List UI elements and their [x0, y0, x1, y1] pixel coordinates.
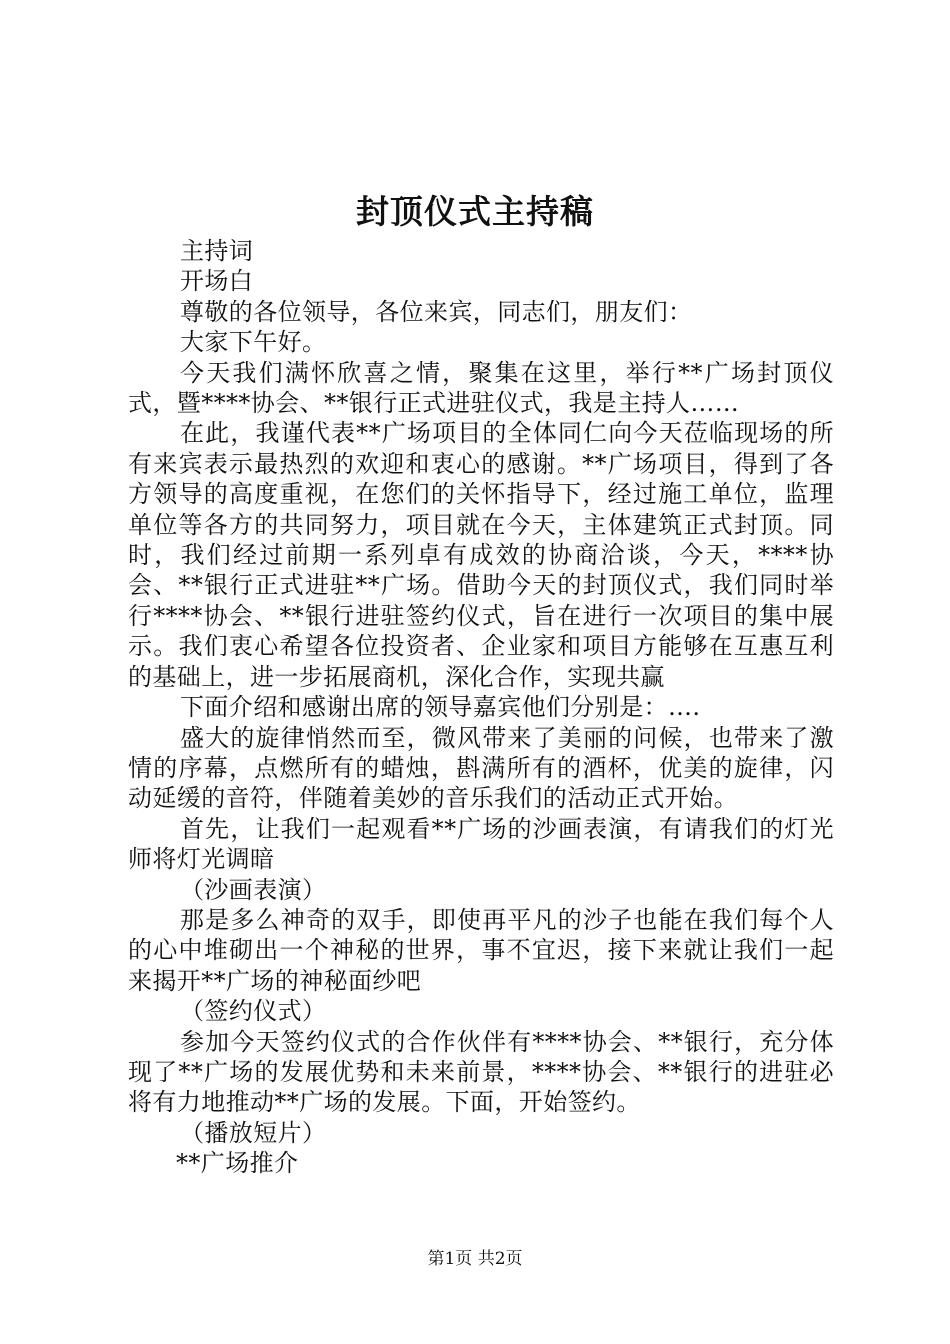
- paragraph: 那是多么神奇的双手，即使再平凡的沙子也能在我们每个人的心中堆砌出一个神秘的世界，事不宜迟，接下来就让我们一起来揭开**广场的神秘面纱吧: [128, 905, 834, 995]
- page-footer: 第1页 共2页: [427, 1249, 523, 1269]
- paragraph: 大家下午好。: [180, 328, 327, 357]
- paragraph: 尊敬的各位领导，各位来宾，同志们，朋友们：: [180, 297, 693, 326]
- paragraph: （播放短片）: [180, 1118, 327, 1147]
- paragraph: 开场白: [180, 267, 254, 296]
- document-title: 封顶仪式主持稿: [356, 192, 594, 231]
- paragraph: 主持词: [180, 237, 254, 265]
- paragraph: 盛大的旋律悄然而至，微风带来了美丽的问候，也带来了激情的序幕，点燃所有的蜡烛，斟满所有的酒杯，优美的旋律，闪动延缓的音符，伴随着美妙的音乐我们的活动正式开始。: [128, 723, 834, 813]
- paragraph: 在此，我谨代表**广场项目的全体同仁向今天莅临现场的所有来宾表示最热烈的欢迎和衷心的感谢。**广场项目，得到了各方领导的高度重视，在您们的关怀指导下，经过施工单位，监理单位等各方的共同努力，项目就在今天，主体建筑正式封顶。同时，我们经过前期一系列卓有成效的协商洽谈，今天，****协会、**银行正式进驻**广场。借助今天的封顶仪式，我们同时举行****协会、**银行进驻签约仪式，旨在进行一次项目的集中展示。我们衷心希望各位投资者、企业家和项目方能够在互惠互利的基础上，进一步拓展商机，深化合作，实现共赢: [128, 419, 834, 691]
- paragraph: （沙画表演）: [180, 875, 327, 904]
- paragraph: **广场推介: [176, 1149, 299, 1178]
- paragraph: （签约仪式）: [180, 997, 327, 1026]
- paragraph: 今天我们满怀欣喜之情，聚集在这里，举行**广场封顶仪式，暨****协会、**银行正式进驻仪式，我是主持人……: [128, 358, 834, 418]
- paragraph: 下面介绍和感谢出席的领导嘉宾他们分别是：….: [180, 693, 701, 722]
- paragraph: 首先，让我们一起观看**广场的沙画表演，有请我们的灯光师将灯光调暗: [128, 814, 834, 874]
- paragraph: 参加今天签约仪式的合作伙伴有****协会、**银行，充分体现了**广场的发展优势和未来前景，****协会、**银行的进驻必将有力地推动**广场的发展。下面，开始签约。: [128, 1027, 834, 1117]
- document-body: [128, 236, 834, 1179]
